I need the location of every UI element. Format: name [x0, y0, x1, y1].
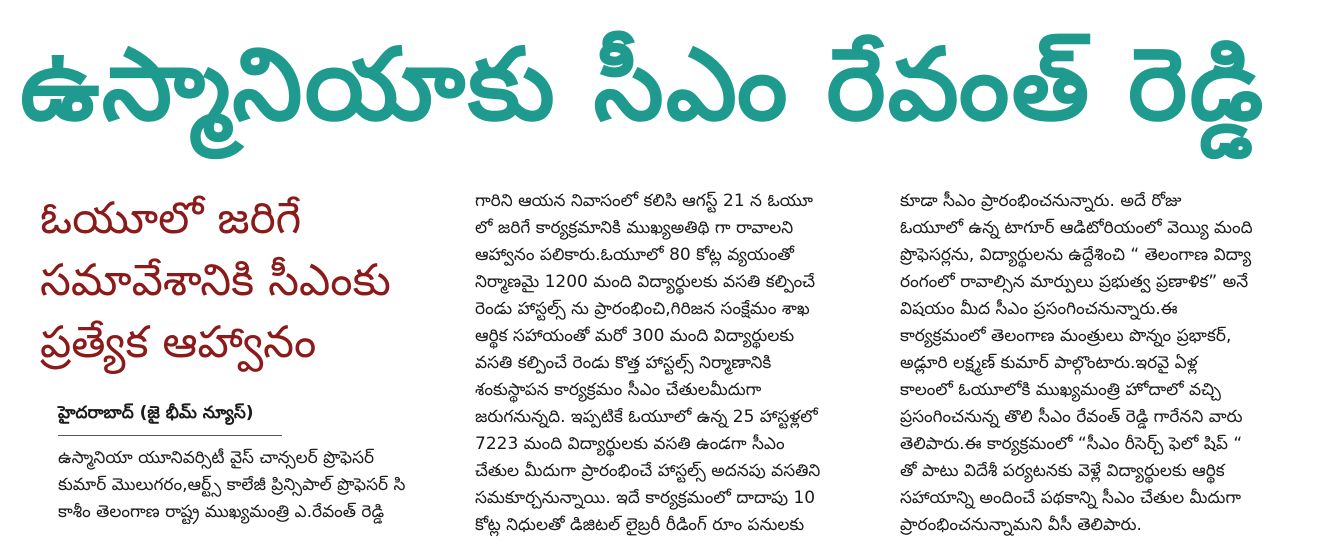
subhead-line: ప్రత్యేక ఆహ్వానం: [40, 317, 317, 368]
subhead-line: ఓయూలో జరిగే: [40, 193, 302, 244]
text-line: అడ్లూరి లక్ష్మణ్ కుమార్ పాల్గొంటారు.ఇరవై ఏళ్ల: [900, 353, 1198, 373]
subheadline: [40, 188, 440, 374]
text-line: కూడా సీఎం ప్రారంభించనున్నారు. అదే రోజు: [900, 191, 1182, 211]
article-column-2: [475, 188, 860, 548]
text-line: కాశీం తెలంగాణ రాష్ట్ర ముఖ్యమంత్రి ఎ.రేవంత్ రెడ్డి: [58, 502, 385, 522]
text-line: రెండు హాస్టల్స్ ను ప్రారంభించి,గిరిజన సంక్షేమం శాఖ: [475, 299, 810, 319]
text-line: సహాయాన్ని అందించే పథకాన్ని సీఎం చేతుల మీదుగా: [900, 488, 1242, 508]
text-line: ప్రారంభించనున్నామని వీసీ తెలిపారు.: [900, 515, 1142, 535]
text-line: ఆహ్వానం పలికారు.ఓయూలో 80 కోట్ల వ్యయంతో: [475, 245, 794, 265]
text-line: శంకుస్థాపన కార్యక్రమం సీఎం చేతులమీదుగా: [475, 380, 762, 400]
text-line: ప్రొఫెసర్లను, విద్యార్థులను ఉద్దేశించి “ తెలంగాణ విద్యా: [900, 245, 1252, 265]
text-line: నిర్మాణమై 1200 మంది విద్యార్థులకు వసతి కల్పించే: [475, 272, 816, 292]
text-line: గారిని ఆయన నివాసంలో కలిసి ఆగస్ట్ 21 న ఓయూ: [475, 191, 814, 211]
text-line: కాలంలో ఓయూలోకి ముఖ్యమంత్రి హోదాలో వచ్చి: [900, 380, 1221, 400]
text-line: 7223 మంది విద్యార్థులకు వసతి ఉండగా సీఎం: [475, 434, 785, 454]
text-line: కోట్ల నిధులతో డిజిటల్ లైబ్రరీ రీడింగ్ రూం పనులకు: [475, 515, 805, 535]
text-line: సమకూర్చనున్నాయి. ఇదే కార్యక్రమంలో దాదాపు 10: [475, 488, 816, 508]
text-line: లో జరిగే కార్యక్రమానికి ముఖ్యఅతిథి గా రావాలని: [475, 218, 794, 238]
headline: ఉస్మానియాకు సీఎం రేవంత్ రెడ్డి: [20, 26, 1266, 143]
text-line: తెలిపారు.ఈ కార్యక్రమంలో “సీఎం రీసెర్చ్ ఫెలో షిప్ “: [900, 434, 1243, 454]
text-line: చేతుల మీదుగా ప్రారంభించే హాస్టల్స్ అదనపు వసతిని: [475, 461, 821, 481]
dateline: హైదరాబాద్ (జై భీమ్ న్యూస్): [58, 403, 254, 423]
subhead-line: సమావేశానికి సీఎంకు: [40, 255, 391, 306]
article-column-3: [900, 188, 1305, 548]
text-line: తో పాటు విదేశీ పర్యటనకు వెళ్లే విద్యార్థులకు ఆర్థిక: [900, 461, 1225, 481]
text-line: జరుగనున్నది. ఇప్పటికే ఓయూలో ఉన్న 25 హాస్టళ్లలో: [475, 407, 818, 427]
article-column-1: [58, 445, 438, 545]
dateline-divider: [58, 435, 282, 436]
text-line: ప్రసంగించనున్న తొలి సీఎం రేవంత్ రెడ్డి గారేనని వారు: [900, 407, 1243, 427]
text-line: ఆర్థిక సహాయంతో మరో 300 మంది విద్యార్థులకు: [475, 326, 795, 346]
text-line: కార్యక్రమంలో తెలంగాణ మంత్రులు పొన్నం ప్రభాకర్,: [900, 326, 1232, 346]
text-line: కుమార్ మొలుగరం,ఆర్ట్స్ కాలేజీ ప్రిన్సిపాల్ ప్రొఫెసర్ సి: [58, 475, 406, 495]
text-line: రంగంలో రావాల్సిన మార్పులు ప్రభుత్వ ప్రణాళిక” అనే: [900, 272, 1249, 292]
text-line: ఉస్మానియా యూనివర్సిటీ వైస్ చాన్సలర్ ప్రొఫెసర్: [58, 448, 375, 468]
text-line: ఓయూలో ఉన్న టాగూర్ ఆడిటోరియంలో వెయ్యి మంది: [900, 218, 1253, 238]
text-line: వసతి కల్పించే రెండు కొత్త హాస్టల్స్ నిర్మాణానికి: [475, 353, 772, 373]
text-line: విషయం మీద సీఎం ప్రసంగించనున్నారు.ఈ: [900, 299, 1178, 319]
